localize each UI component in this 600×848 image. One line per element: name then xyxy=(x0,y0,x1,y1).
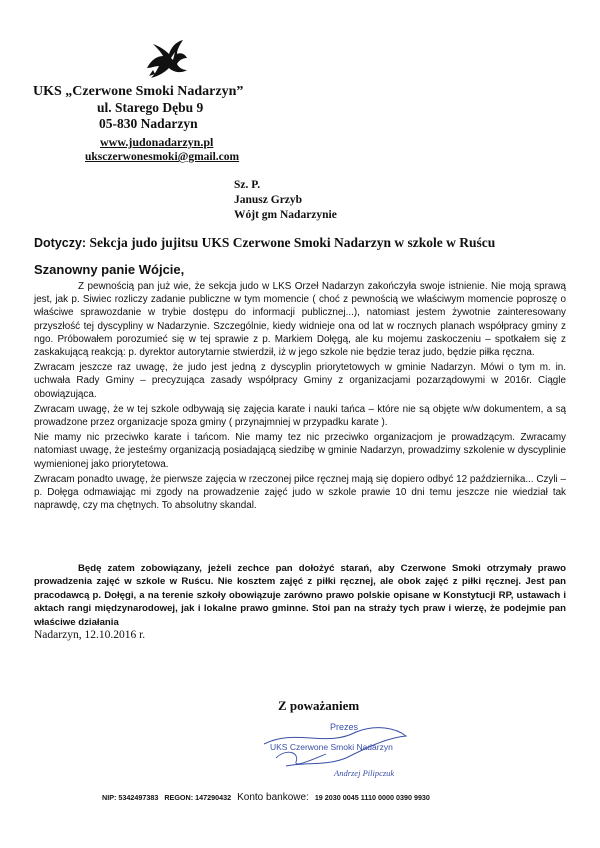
org-postal-city: 05-830 Nadarzyn xyxy=(99,116,198,131)
dateline: Nadarzyn, 12.10.2016 r. xyxy=(34,629,146,641)
org-name: UKS „Czerwone Smoki Nadarzyn” xyxy=(33,84,244,99)
salutation: Szanowny panie Wójcie, xyxy=(34,262,185,277)
subject-text: Sekcja judo jujitsu UKS Czerwone Smoki Nadarzyn w szkole w Ruścu xyxy=(89,235,496,250)
request-text: Będę zatem zobowiązany, jeżeli zechce pan dołożyć starań, aby Czerwone Smoki otrzymały prawo prowadzenia zajęć w szkole w Ruścu. Nie kosztem zajęć z piłki ręcznej, ale obok zajęć z piłki ręcznej. Jest pan pracodawcą p. Dołęgi, a na terenie szkoły obowiązuje zarówno prawo polskie opisane w Konstytucji RP, ustawach i aktach rangi międzynarodowej, jak i lokalne prawo gminne. Stoi pan na straży tych praw i wierzę, że podejmie pan właściwe działania xyxy=(34,563,566,628)
recipient-title: Sz. P. xyxy=(234,179,261,191)
recipient-role: Wójt gm Nadarzynie xyxy=(234,209,337,221)
footer-bank-label: Konto bankowe: xyxy=(237,792,309,803)
closing: Z poważaniem xyxy=(278,698,360,713)
body-paragraph: Zwracam ponadto uwagę, że pierwsze zajęcia w rzeczonej piłce ręcznej mają się dopiero odbyć 12 października... Czyli – p. Dołęga odmawiając mi zgody na prowadzenie zajęć judo w szkole prawie 10 dni temu jeszcze nie wiedział tak naprawdę, czy ma chętnych. To absolutny skandal. xyxy=(34,473,566,512)
body-paragraph: Nie mamy nic przeciwko karate i tańcom. Nie mamy tez nic przeciwko organizacjom je prowadzącym. Zwracamy natomiast uwagę, że jesteśmy organizacją posiadającą siedzibę w gminie Nadarzyn, prowadzimy szkolenie w dyscyplinie wymienionej jako priorytetowa. xyxy=(34,432,566,470)
recipient-block xyxy=(234,178,337,223)
subject-line xyxy=(34,235,574,251)
website-link[interactable]: www.judonadarzyn.pl xyxy=(100,135,214,149)
email-link[interactable]: uksczerwonesmoki@gmail.com xyxy=(85,151,240,163)
body-paragraph: Z pewnością pan już wie, że sekcja judo w LKS Orzeł Nadarzyn zakończyła swoje istnienie. Nie moją sprawą jest, jak p. Siwiec rozliczy zadanie publiczne w tym momencie ( choć z pewnością we właściwym momencie poproszę o właściwe sprawozdanie w trybie dostępu do informacji publicznej...), natomiast jestem żywotnie zainteresowany przyszłość tej dyscypliny w Nadarzynie. Szczególnie, kiedy widnieje ona od lat w rocznych planach współpracy gminy z ngo. Próbowałem porozumieć się w tej sprawie z p. Markiem Dołęgą, ale ku mojemu zaskoczeniu – spotkałem się z zaskakującą reakcją: p. dyrektor autorytarnie stwierdził, iż w jego szkole nie będzie teraz judo, będzie piłka ręczna. xyxy=(34,281,566,359)
stamp-title: Prezes xyxy=(330,722,359,732)
stamp-signature: Andrzej Pilipczuk xyxy=(334,768,395,778)
footer-bar xyxy=(102,792,434,803)
subject-lead: Dotyczy: xyxy=(34,236,87,250)
footer-regon: REGON: 147290432 xyxy=(164,793,232,802)
signature-stamp xyxy=(256,718,416,780)
footer-bank-number: 19 2030 0045 1110 0000 0390 9930 xyxy=(314,793,430,802)
recipient-name: Janusz Grzyb xyxy=(234,194,303,206)
letter-body xyxy=(34,280,566,512)
footer-nip: NIP: 5342497383 xyxy=(102,793,159,802)
org-street: ul. Starego Dębu 9 xyxy=(97,100,204,115)
body-paragraph: Zwracam uwagę, że w tej szkole odbywają się zajęcia karate i nauki tańca – które nie są objęte w/w dokumentem, a są prowadzone przez organizacje spoza gminy ( przynajmniej w przypadku karate ). xyxy=(34,403,566,429)
stamp-org: UKS Czerwone Smoki Nadarzyn xyxy=(270,742,393,752)
dragon-logo-icon xyxy=(143,38,189,80)
request-paragraph xyxy=(34,562,566,629)
body-paragraph: Zwracam jeszcze raz uwagę, że judo jest jedną z dyscyplin priorytetowych w gminie Nadarzyn. Mówi o tym m. in. uchwała Rady Gminy – precyzująca zasady współpracy Gminy z organizacjami pozarządowymi w 2016r. Ciągle obowiązująca. xyxy=(34,362,566,400)
